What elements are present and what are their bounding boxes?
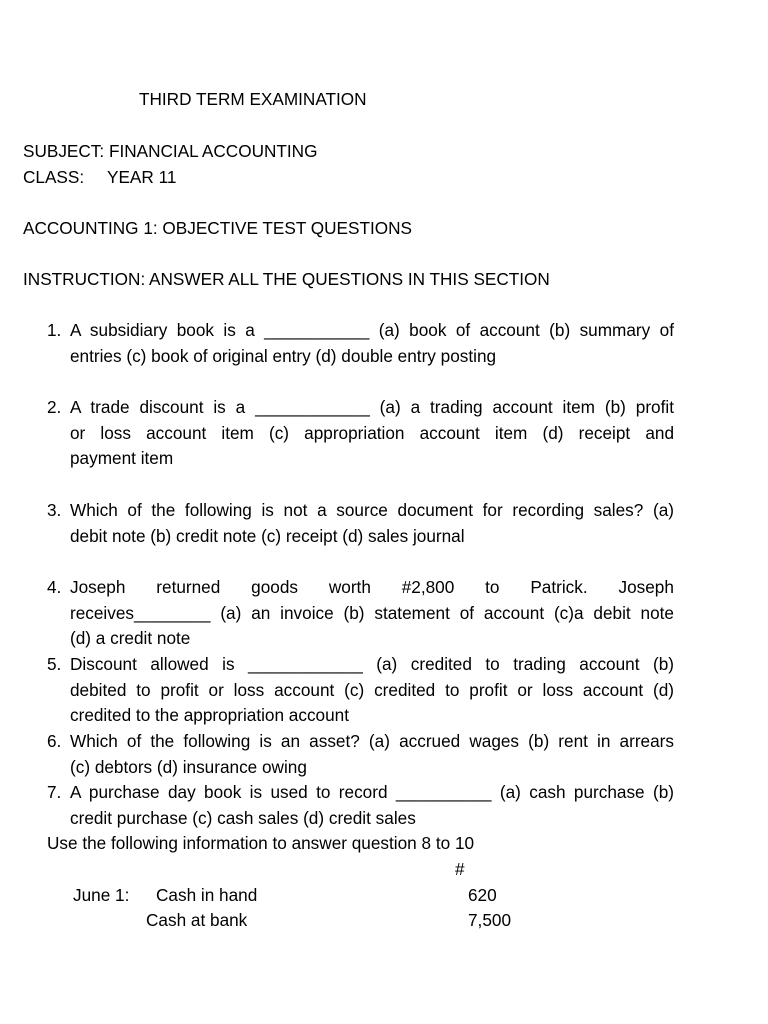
question-number: 2. <box>47 397 62 417</box>
table-row-label: Cash in hand <box>156 885 258 905</box>
q4-word: #2,800 <box>401 577 455 597</box>
question-text-line: credited to the appropriation account <box>70 705 350 726</box>
section-title: ACCOUNTING 1: OBJECTIVE TEST QUESTIONS <box>23 218 413 238</box>
q4-word: to <box>485 577 500 597</box>
q4-word: Patrick. <box>530 577 588 597</box>
question-text-line: Which of the following is an asset? (a) accrued wages (b) rent in arrears <box>70 731 674 751</box>
question-text-line: credit purchase (c) cash sales (d) credit sales <box>70 807 416 828</box>
table-date: June 1: <box>73 885 130 905</box>
q4-word: worth <box>328 577 371 597</box>
question-number: 1. <box>47 320 62 340</box>
info-text: Use the following information to answer question 8 to 10 <box>47 833 475 853</box>
table-row-label: Cash at bank <box>146 910 248 930</box>
question-number: 3. <box>47 500 62 520</box>
question-text-line: A trade discount is a ____________ (a) a trading account item (b) profit <box>70 397 674 417</box>
class-value: YEAR 11 <box>107 167 177 187</box>
table-row-amount: 620 <box>468 885 497 905</box>
question-text-line: (c) debtors (d) insurance owing <box>70 756 307 777</box>
question-text-line: entries (c) book of original entry (d) double entry posting <box>70 345 497 366</box>
question-text-line: (d) a credit note <box>70 628 191 649</box>
subject-line: SUBJECT: FINANCIAL ACCOUNTING <box>23 141 318 161</box>
q4-word: goods <box>251 577 298 597</box>
question-text-line-spread <box>70 576 674 602</box>
currency-header: # <box>455 859 465 879</box>
question-text-line: payment item <box>70 448 174 469</box>
question-number: 5. <box>47 654 62 674</box>
instruction-line: INSTRUCTION: ANSWER ALL THE QUESTIONS IN THIS SECTION <box>23 269 550 289</box>
question-text-line: debit note (b) credit note (c) receipt (d) sales journal <box>70 525 465 546</box>
question-number: 6. <box>47 731 62 751</box>
table-row-amount: 7,500 <box>468 910 512 930</box>
q4-word: Joseph <box>70 577 126 597</box>
question-text-line: Which of the following is not a source document for recording sales? (a) <box>70 500 674 520</box>
question-text-line: receives________ (a) an invoice (b) statement of account (c)a debit note <box>70 602 674 623</box>
exam-title: THIRD TERM EXAMINATION <box>139 89 367 109</box>
question-text-line: debited to profit or loss account (c) credited to profit or loss account (d) <box>70 679 674 700</box>
q4-word: Joseph <box>618 577 674 597</box>
question-number: 4. <box>47 577 62 597</box>
q4-word: returned <box>156 577 221 597</box>
question-text-line: Discount allowed is ____________ (a) credited to trading account (b) <box>70 654 674 674</box>
class-label: CLASS: <box>23 167 85 187</box>
question-text-line: A purchase day book is used to record __________ (a) cash purchase (b) <box>70 782 674 802</box>
question-text-line: or loss account item (c) appropriation account item (d) receipt and <box>70 422 674 443</box>
question-number: 7. <box>47 782 62 802</box>
question-text-line: A subsidiary book is a ___________ (a) book of account (b) summary of <box>70 320 674 340</box>
